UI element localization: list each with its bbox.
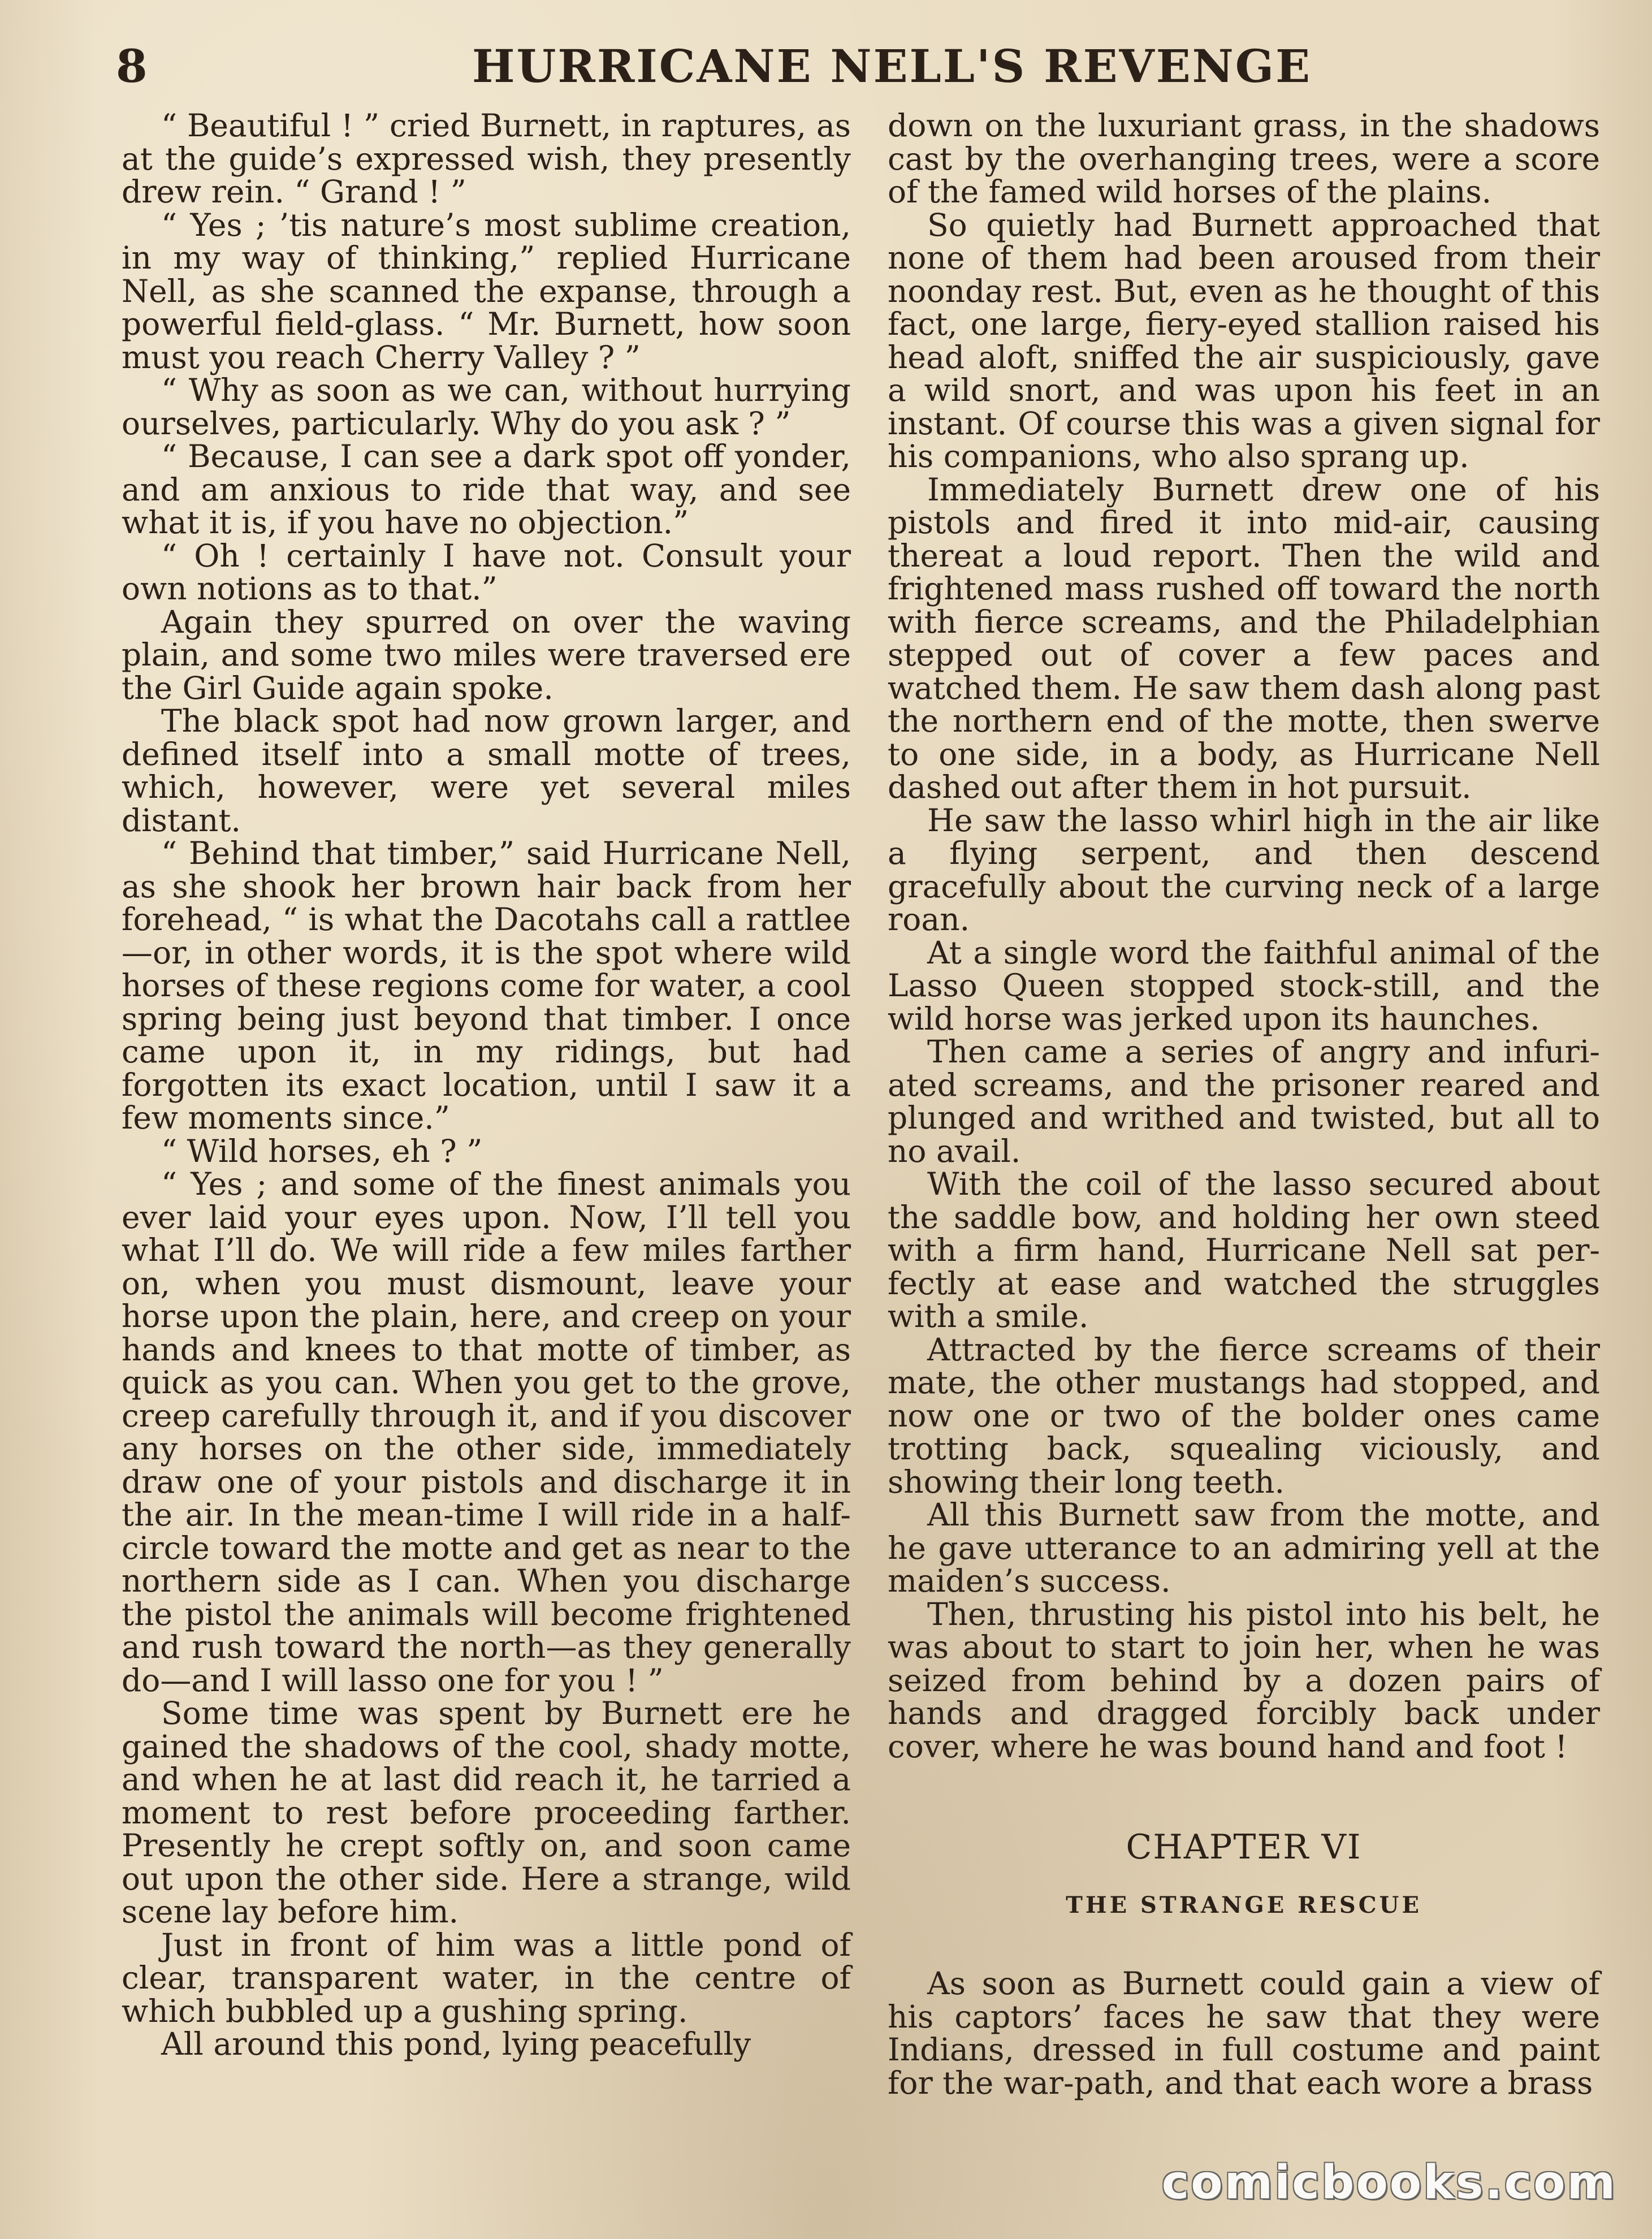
paragraph: So quietly had Burnett approached that none of them had been aroused from their noonday rest. But, even as he thought of this fact, one large, fiery-eyed stallion raised his head aloft, sniffed the air suspiciously, gave a wild snort, and was upon his feet in an instant. Of course this was a given signal for his companions, who also sprang up. bbox=[888, 206, 1600, 474]
paragraph: down on the luxuriant grass, in the shadows cast by the overhanging trees, were a score of the famed wild horses of the plains. bbox=[888, 107, 1600, 210]
paragraph: Immediately Burnett drew one of his pistols and fired it into mid-air, causing thereat a loud report. Then the wild and frightened mass rushed off toward the north with fierce screams, and the Philadelphian stepped out of cover a few paces and watched them. He saw them dash along past the northern end of the motte, then swerve to one side, in a body, as Hurricane Nell dashed out after them in hot pursuit. bbox=[888, 471, 1600, 805]
paragraph: “ Wild horses, eh ? ” bbox=[161, 1133, 483, 1169]
running-title: HURRICANE NELL'S REVENGE bbox=[472, 40, 1312, 93]
page-number: 8 bbox=[116, 40, 148, 93]
chapter-subtitle: THE STRANGE RESCUE bbox=[1066, 1891, 1422, 1918]
right-column bbox=[888, 109, 1600, 2099]
paragraph: “ Yes ; and some of the finest animals you ever laid your eyes upon. Now, I’ll tell you what I’ll do. We will ride a few miles farther on, when you must dismount, leave your horse upon the plain, here, and creep on your hands and knees to that motte of timber, as quick as you can. When you get to the grove, creep carefully through it, and if you discover any horses on the other side, immediately draw one of your pistols and discharge it in the air. In the mean-time I will ride in a half-circle toward the motte and get as near to the northern side as I can. When you discharge the pistol the animals will become frightened and rush toward the north—as they generally do—and I will lasso one for you ! ” bbox=[122, 1166, 851, 1698]
paragraph: “ Behind that timber,” said Hurricane Nell, as she shook her brown hair back from her forehead, “ is what the Dacotahs call a rattlee—or, in other words, it is the spot where wild horses of these regions come for water, a cool spring being just beyond that timber. I once came upon it, in my ridings, but had forgotten its exact location, until I saw it a few moments since.” bbox=[122, 835, 851, 1136]
paragraph: With the coil of the lasso secured about the saddle bow, and holding her own steed with a firm hand, Hurricane Nell sat per-fectly at ease and watched the struggles with a smile. bbox=[888, 1166, 1600, 1334]
paragraph: Attracted by the fierce screams of their mate, the other mustangs had stopped, and now one or two of the bolder ones came trotting back, squealing viciously, and showing their long teeth. bbox=[888, 1331, 1600, 1500]
paragraph: “ Oh ! certainly I have not. Consult your own notions as to that.” bbox=[122, 537, 851, 607]
paragraph: At a single word the faithful animal of the Lasso Queen stopped stock-still, and the wild horse was jerked upon its haunches. bbox=[888, 934, 1600, 1037]
paragraph: Just in front of him was a little pond of clear, transparent water, in the centre of which bubbled up a gushing spring. bbox=[122, 1926, 851, 2029]
paragraph: “ Because, I can see a dark spot off yonder, and am anxious to ride that way, and see what it is, if you have no objection.” bbox=[122, 438, 851, 541]
chapter-heading: CHAPTER VI bbox=[1126, 1827, 1362, 1867]
paragraph: Some time was spent by Burnett ere he gained the shadows of the cool, shady motte, and when he at last did reach it, he tarried a moment to rest before proceeding farther. Presently he crept softly on, and soon came out upon the other side. Here a strange, wild scene lay before him. bbox=[122, 1695, 851, 1930]
paragraph: Again they spurred on over the waving plain, and some two miles were traversed ere the Girl Guide again spoke. bbox=[122, 603, 851, 706]
paragraph: “ Why as soon as we can, without hurrying ourselves, particularly. Why do you ask ? ” bbox=[122, 372, 851, 442]
paragraph: “ Beautiful ! ” cried Burnett, in raptures, as at the guide’s expressed wish, they presently drew rein. “ Grand ! ” bbox=[122, 107, 851, 210]
paragraph: As soon as Burnett could gain a view of his captors’ faces he saw that they were Indians, dressed in full costume and paint for the war-path, and that each wore a brass bbox=[888, 1965, 1600, 2101]
paragraph: Then came a series of angry and infuri-ated screams, and the prisoner reared and plunged and writhed and twisted, but all to no avail. bbox=[888, 1034, 1600, 1169]
paragraph: He saw the lasso whirl high in the air like a flying serpent, and then descend gracefully about the curving neck of a large roan. bbox=[888, 802, 1600, 937]
paragraph: The black spot had now grown larger, and defined itself into a small motte of trees, which, however, were yet several miles distant. bbox=[122, 703, 851, 838]
left-column bbox=[122, 109, 851, 2061]
paragraph: All around this pond, lying peacefully bbox=[161, 2026, 751, 2062]
watermark-logo: comicbooks.com bbox=[1161, 2156, 1617, 2210]
page-header bbox=[116, 35, 1312, 97]
paragraph: All this Burnett saw from the motte, and he gave utterance to an admiring yell at the maiden’s success. bbox=[888, 1497, 1600, 1599]
paragraph: Then, thrusting his pistol into his belt, he was about to start to join her, when he was seized from behind by a dozen pairs of hands and dragged forcibly back under cover, where he was bound hand and foot ! bbox=[888, 1596, 1600, 1765]
paragraph: “ Yes ; ’tis nature’s most sublime creation, in my way of thinking,” replied Hurricane Nell, as she scanned the expanse, through a powerful field-glass. “ Mr. Burnett, how soon must you reach Cherry Valley ? ” bbox=[122, 206, 851, 375]
